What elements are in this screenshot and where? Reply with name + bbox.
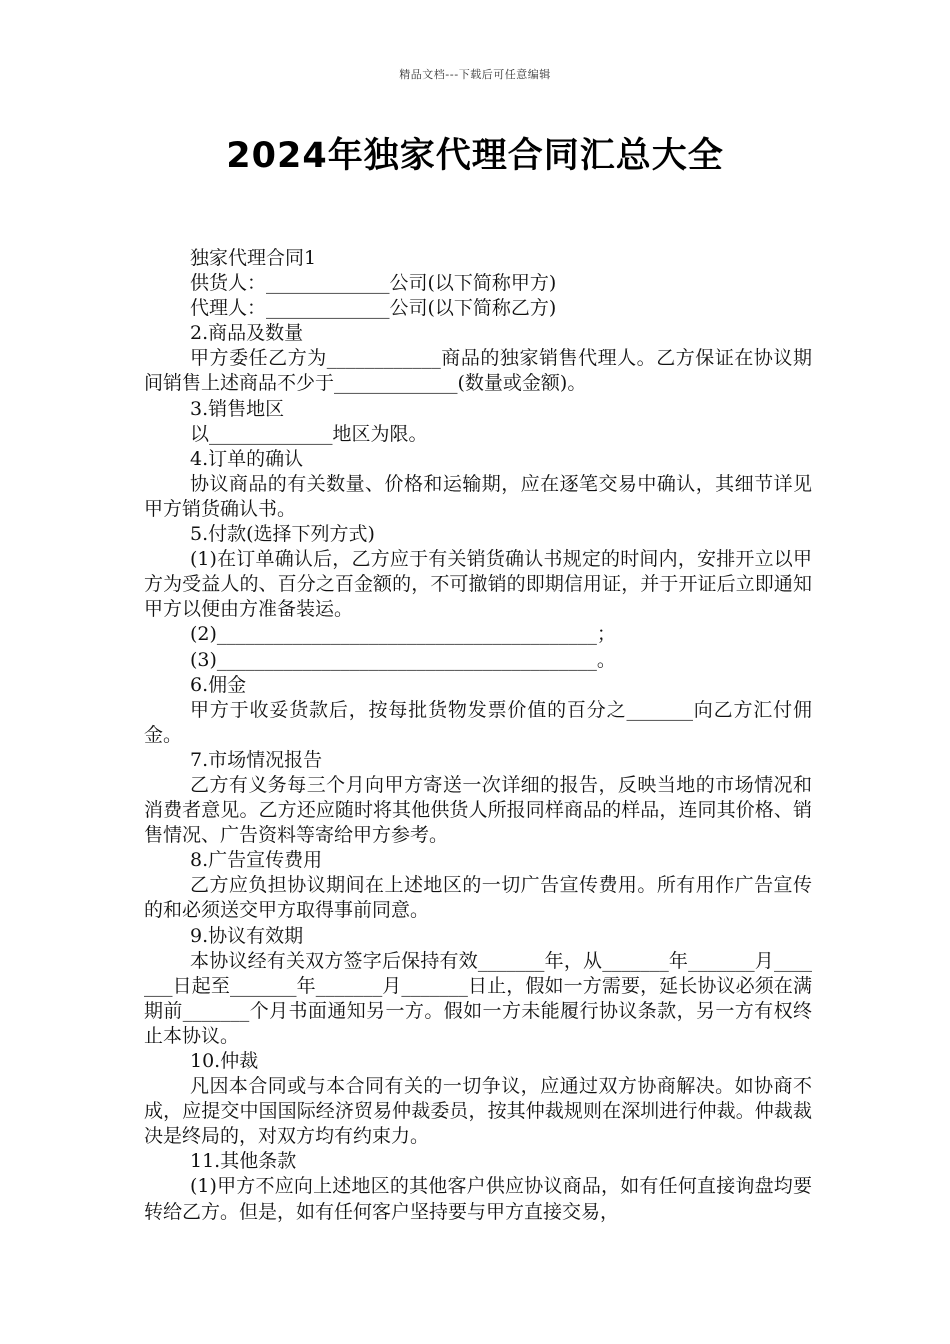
clause-paragraph: 以_____________地区为限。 [190, 422, 428, 445]
section-heading: 8.广告宣传费用 [190, 849, 323, 872]
section-heading: 5.付款(选择下列方式) [190, 523, 375, 546]
document-body [144, 246, 812, 1225]
supplier-line: 供货人：_____________公司(以下简称甲方) [190, 272, 557, 295]
clause-paragraph: 甲方于收妥货款后，按每批货物发票价值的百分之_______向乙方汇付佣金。 [144, 698, 812, 746]
contract-heading: 独家代理合同1 [190, 247, 317, 269]
clause-paragraph: (3)________________________________________。 [190, 648, 616, 671]
clause-paragraph: (1)甲方不应向上述地区的其他客户供应协议商品，如有任何直接询盘均要转给乙方。但是，如有任何客户坚持要与甲方直接交易， [144, 1175, 812, 1223]
section-heading: 10.仲裁 [190, 1050, 259, 1072]
section-heading: 9.协议有效期 [190, 924, 304, 947]
clause-paragraph: (2)________________________________________； [190, 623, 616, 646]
section-heading: 7.市场情况报告 [190, 748, 323, 771]
clause-paragraph: 甲方委任乙方为____________商品的独家销售代理人。乙方保证在协议期间销售上述商品不少于_____________(数量或金额)。 [144, 347, 812, 395]
section-heading: 6.佣金 [190, 673, 247, 696]
section-heading: 11.其他条款 [190, 1150, 297, 1173]
clause-paragraph: 本协议经有关双方签字后保持有效_______年，从_______年_______月_______日起至_______年_______月_______日止，假如一方需要，延长协议必须在满期前_______个月书面通知另一方。假如一方未能履行协议条款，另一方有权终止本协议。 [144, 949, 812, 1047]
header-note: 精品文档---下载后可任意编辑 [399, 68, 551, 81]
document-title: 2024年独家代理合同汇总大全 [226, 136, 724, 176]
agent-line: 代理人：_____________公司(以下简称乙方) [190, 297, 557, 320]
clause-paragraph: 凡因本合同或与本合同有关的一切争议，应通过双方协商解决。如协商不成，应提交中国国际经济贸易仲裁委员，按其仲裁规则在深圳进行仲裁。仲裁裁决是终局的，对双方均有约束力。 [144, 1075, 812, 1148]
clause-paragraph: (1)在订单确认后，乙方应于有关销货确认书规定的时间内，安排开立以甲方为受益人的、百分之百金额的，不可撤销的即期信用证，并于开证后立即通知甲方以便由方准备装运。 [144, 548, 812, 621]
section-heading: 4.订单的确认 [190, 447, 304, 470]
clause-paragraph: 协议商品的有关数量、价格和运输期，应在逐笔交易中确认，其细节详见甲方销货确认书。 [144, 472, 812, 520]
clause-paragraph: 乙方有义务每三个月向甲方寄送一次详细的报告，反映当地的市场情况和消费者意见。乙方还应随时将其他供货人所报同样商品的样品，连同其价格、销售情况、广告资料等寄给甲方参考。 [144, 773, 812, 847]
section-heading: 2.商品及数量 [190, 322, 304, 345]
clause-paragraph: 乙方应负担协议期间在上述地区的一切广告宣传费用。所有用作广告宣传的和必须送交甲方取得事前同意。 [144, 874, 812, 922]
section-heading: 3.销售地区 [190, 397, 285, 420]
